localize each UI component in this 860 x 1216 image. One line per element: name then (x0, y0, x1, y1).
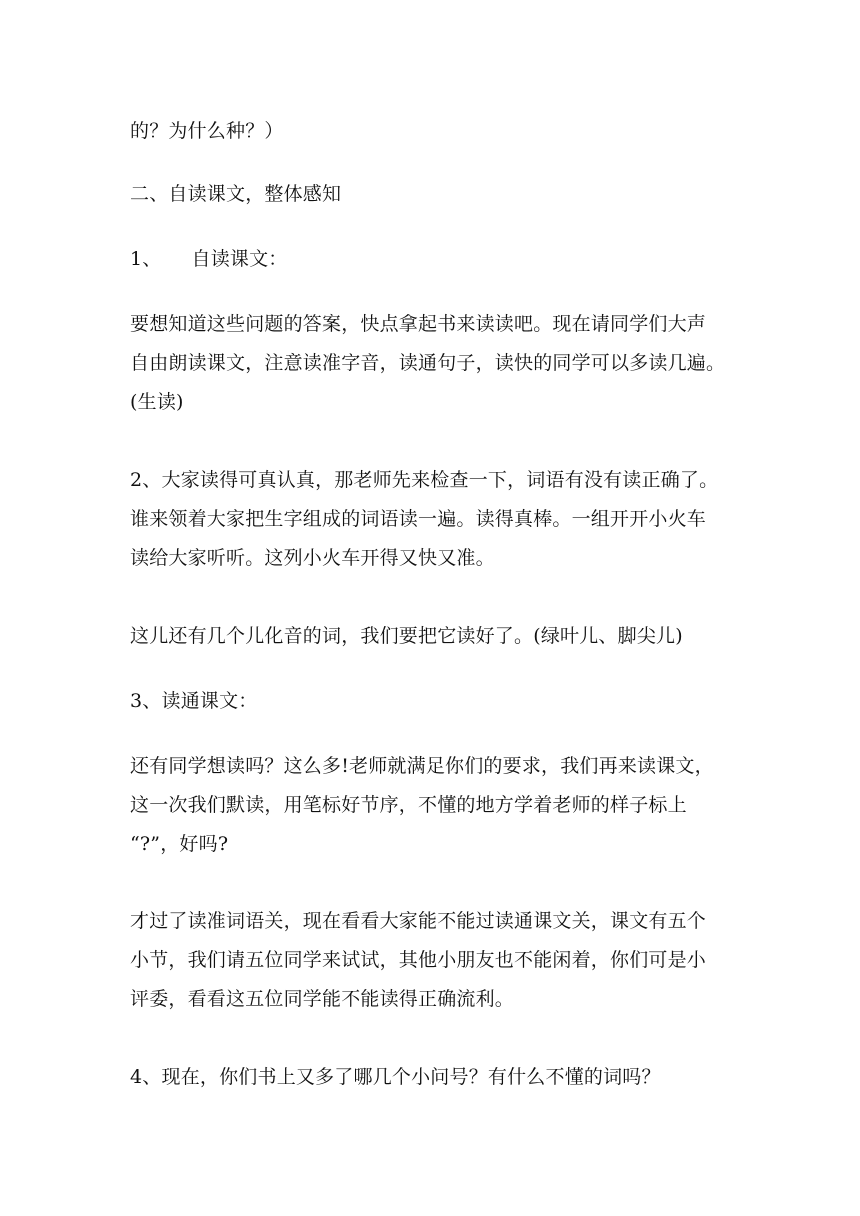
text-line: 自由朗读课文，注意读准字音，读通句子，读快的同学可以多读几遍。 (130, 352, 726, 374)
step-1-heading (130, 240, 734, 279)
text-line: 读给大家听听。这列小火车开得又快又准。 (130, 547, 495, 569)
text-line: 评委，看看这五位同学能不能读得正确流利。 (130, 988, 515, 1010)
text-line: 的？为什么种？） (130, 120, 284, 142)
paragraph-five-students (130, 902, 734, 1019)
text-line: 2、大家读得可真认真，那老师先来检查一下，词语有没有读正确了。 (130, 469, 719, 491)
paragraph-step-4 (130, 1058, 734, 1097)
text-line: 二、自读课文，整体感知 (130, 183, 342, 205)
paragraph-silent-reading (130, 747, 734, 864)
text-line: 小节，我们请五位同学来试试，其他小朋友也不能闲着，你们可是小 (130, 949, 707, 971)
text-line: (生读) (130, 391, 184, 413)
text-line: 谁来领着大家把生字组成的词语读一遍。读得真棒。一组开开小火车 (130, 508, 707, 530)
section-heading (130, 175, 734, 214)
text-line: 4、现在，你们书上又多了哪几个小问号？有什么不懂的词吗？ (130, 1066, 661, 1088)
paragraph-read-aloud (130, 305, 734, 422)
step-3-heading (130, 682, 734, 721)
text-line: 还有同学想读吗？这么多!老师就满足你们的要求，我们再来读课文， (130, 755, 714, 777)
text-line: 要想知道这些问题的答案，快点拿起书来读读吧。现在请同学们大声 (130, 313, 707, 335)
paragraph-question-tail (130, 112, 734, 151)
paragraph-step-2 (130, 461, 734, 578)
text-line: 这儿还有几个儿化音的词，我们要把它读好了。(绿叶儿、脚尖儿) (130, 625, 683, 647)
text-line (130, 240, 734, 279)
text-line: “?”，好吗? (130, 833, 229, 855)
step-title: 自读课文： (191, 248, 288, 270)
text-line: 3、读通课文： (130, 690, 258, 712)
text-line: 才过了读准词语关，现在看看大家能不能过读通课文关，课文有五个 (130, 910, 707, 932)
step-number: 1、 (130, 248, 162, 270)
text-line: 这一次我们默读，用笔标好节序，不懂的地方学着老师的样子标上 (130, 794, 687, 816)
paragraph-erhua (130, 617, 734, 656)
